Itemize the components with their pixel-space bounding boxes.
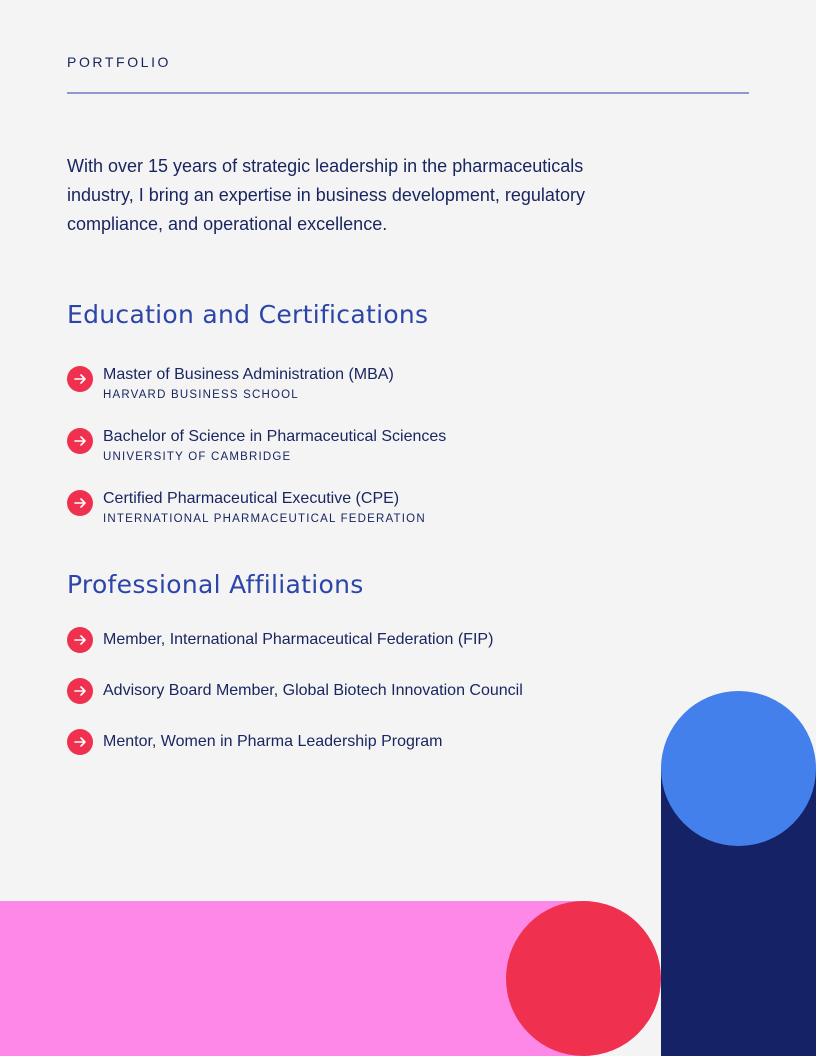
header-divider <box>67 92 749 94</box>
affiliation-item-title: Member, International Pharmaceutical Federation (FIP) <box>103 631 494 648</box>
education-item-institution: INTERNATIONAL PHARMACEUTICAL FEDERATION <box>103 513 426 525</box>
affiliation-item-title: Advisory Board Member, Global Biotech Innovation Council <box>103 682 523 699</box>
education-item-title: Certified Pharmaceutical Executive (CPE) <box>103 490 400 507</box>
education-item-institution: UNIVERSITY OF CAMBRIDGE <box>103 451 292 463</box>
education-item <box>67 365 394 401</box>
education-item <box>67 427 446 463</box>
intro-paragraph: With over 15 years of strategic leadership in the pharmaceuticals industry, I bring an expertise in business development, regulatory compliance, and operational excellence. <box>67 156 585 234</box>
education-item <box>67 489 426 525</box>
education-item-title: Master of Business Administration (MBA) <box>103 366 394 383</box>
arrow-right-icon <box>67 627 93 653</box>
education-item-institution: HARVARD BUSINESS SCHOOL <box>103 389 299 401</box>
affiliations-heading: Professional Affiliations <box>67 570 364 599</box>
arrow-right-icon <box>67 678 93 704</box>
affiliation-item-title: Mentor, Women in Pharma Leadership Program <box>103 733 443 750</box>
affiliation-item <box>67 627 493 653</box>
pink-band <box>0 901 590 1056</box>
affiliation-item <box>67 729 442 755</box>
arrow-right-icon <box>67 428 93 454</box>
education-heading: Education and Certifications <box>67 300 429 329</box>
affiliation-item <box>67 678 523 704</box>
page-eyebrow: PORTFOLIO <box>67 54 172 70</box>
blue-circle <box>661 691 816 846</box>
arrow-right-icon <box>67 366 93 392</box>
red-circle <box>506 901 661 1056</box>
arrow-right-icon <box>67 490 93 516</box>
arrow-right-icon <box>67 729 93 755</box>
education-item-title: Bachelor of Science in Pharmaceutical Sciences <box>103 428 447 445</box>
